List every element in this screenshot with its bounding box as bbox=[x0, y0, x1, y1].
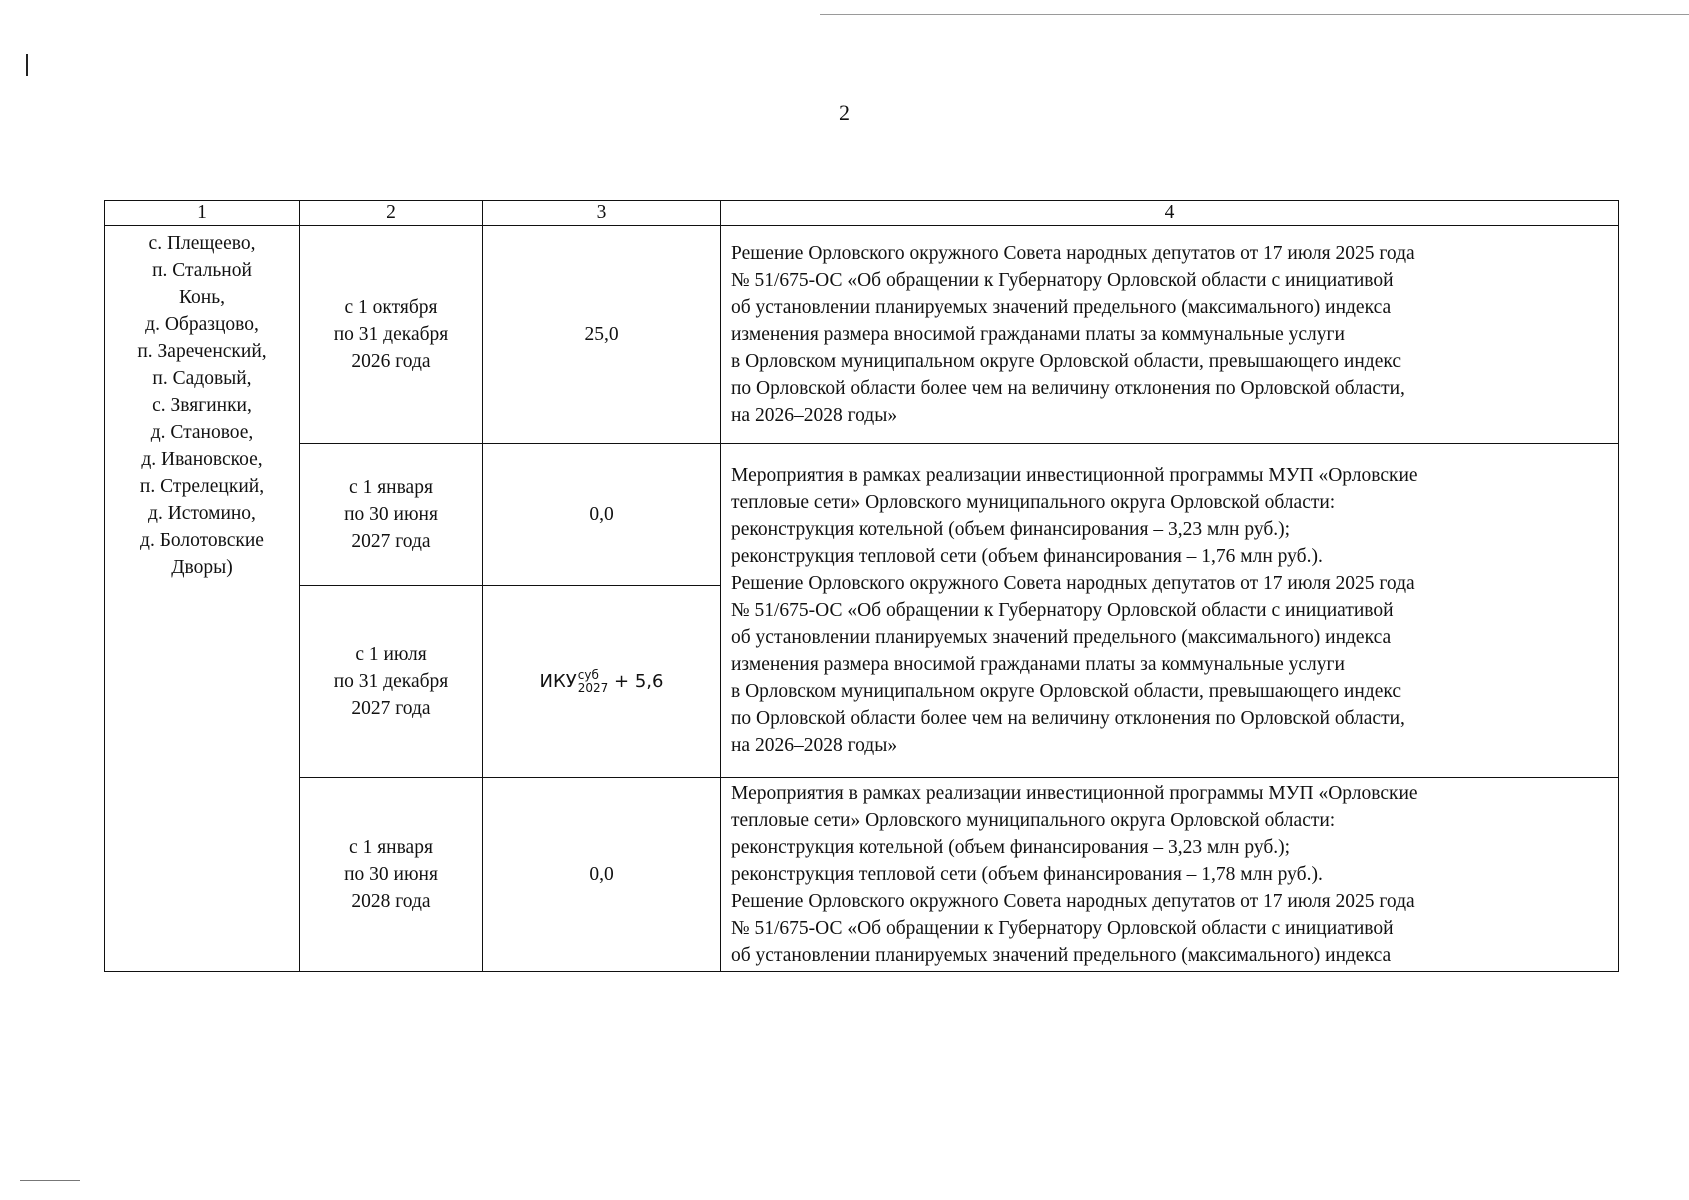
index-formula-cell bbox=[483, 586, 721, 778]
formula-base: ИКУ bbox=[539, 671, 577, 692]
formula-subscript: 2027 bbox=[577, 681, 609, 695]
period-line: с 1 июля bbox=[355, 644, 427, 665]
basis-line: на 2026–2028 годы» bbox=[731, 735, 898, 756]
basis-line: реконструкция тепловой сети (объем финансирования – 1,76 млн руб.). bbox=[731, 546, 1323, 567]
period-line: по 31 декабря bbox=[333, 671, 449, 692]
basis-line: изменения размера вносимой гражданами платы за коммунальные услуги bbox=[731, 654, 1345, 675]
table-row bbox=[105, 778, 1619, 972]
table-row bbox=[105, 226, 1619, 444]
basis-line: Мероприятия в рамках реализации инвестиционной программы МУП «Орловские bbox=[731, 465, 1418, 486]
settlement-line: д. Ивановское, bbox=[141, 449, 263, 470]
index-formula bbox=[539, 668, 664, 695]
column-header-2: 2 bbox=[300, 201, 483, 226]
basis-cell bbox=[721, 778, 1619, 972]
settlement-line: п. Садовый, bbox=[152, 368, 252, 389]
index-value-cell: 0,0 bbox=[483, 444, 721, 586]
basis-line: Решение Орловского окружного Совета народных депутатов от 17 июля 2025 года bbox=[731, 573, 1415, 594]
period-cell bbox=[300, 444, 483, 586]
settlement-line: с. Плещеево, bbox=[148, 233, 256, 254]
scan-margin-mark bbox=[26, 54, 28, 76]
basis-line: тепловые сети» Орловского муниципального округа Орловской области: bbox=[731, 810, 1336, 831]
period-line: 2027 года bbox=[351, 531, 431, 552]
table-header-row bbox=[105, 201, 1619, 226]
scan-bottom-edge bbox=[20, 1180, 80, 1181]
settlement-line: Конь, bbox=[179, 287, 225, 308]
index-value-cell: 25,0 bbox=[483, 226, 721, 444]
basis-line: реконструкция котельной (объем финансирования – 3,23 млн руб.); bbox=[731, 519, 1291, 540]
settlements-cell bbox=[105, 226, 300, 972]
settlement-line: д. Истомино, bbox=[148, 503, 256, 524]
period-line: 2027 года bbox=[351, 698, 431, 719]
period-line: 2026 года bbox=[351, 351, 431, 372]
period-cell bbox=[300, 778, 483, 972]
basis-line: об установлении планируемых значений предельного (максимального) индекса bbox=[731, 945, 1392, 966]
settlement-line: Дворы) bbox=[171, 557, 233, 578]
column-header-1: 1 bbox=[105, 201, 300, 226]
basis-line: Мероприятия в рамках реализации инвестиционной программы МУП «Орловские bbox=[731, 783, 1418, 804]
basis-cell bbox=[721, 444, 1619, 778]
basis-line: тепловые сети» Орловского муниципального округа Орловской области: bbox=[731, 492, 1336, 513]
period-cell bbox=[300, 226, 483, 444]
basis-line: изменения размера вносимой гражданами платы за коммунальные услуги bbox=[731, 324, 1345, 345]
formula-scripts bbox=[578, 669, 609, 695]
settlement-line: д. Становое, bbox=[150, 422, 254, 443]
formula-tail: + 5,6 bbox=[614, 671, 664, 692]
basis-line: № 51/675-ОС «Об обращении к Губернатору Орловской области с инициативой bbox=[731, 918, 1394, 939]
period-line: по 30 июня bbox=[344, 864, 438, 885]
tariff-schedule-table bbox=[104, 200, 1619, 972]
basis-line: № 51/675-ОС «Об обращении к Губернатору Орловской области с инициативой bbox=[731, 600, 1394, 621]
basis-line: в Орловском муниципальном округе Орловской области, превышающего индекс bbox=[731, 351, 1402, 372]
formula-superscript: суб bbox=[577, 668, 599, 682]
basis-line: реконструкция котельной (объем финансирования – 3,23 млн руб.); bbox=[731, 837, 1291, 858]
basis-line: Решение Орловского окружного Совета народных депутатов от 17 июля 2025 года bbox=[731, 891, 1415, 912]
scan-top-edge bbox=[820, 14, 1689, 15]
basis-line: в Орловском муниципальном округе Орловской области, превышающего индекс bbox=[731, 681, 1402, 702]
column-header-4: 4 bbox=[721, 201, 1619, 226]
settlement-line: д. Образцово, bbox=[145, 314, 259, 335]
settlement-line: п. Стрелецкий, bbox=[139, 476, 265, 497]
basis-line: по Орловской области более чем на величину отклонения по Орловской области, bbox=[731, 708, 1405, 729]
period-line: с 1 января bbox=[349, 837, 433, 858]
column-header-3: 3 bbox=[483, 201, 721, 226]
basis-line: на 2026–2028 годы» bbox=[731, 405, 898, 426]
period-line: с 1 октября bbox=[344, 297, 438, 318]
settlement-line: п. Стальной bbox=[152, 260, 252, 281]
period-line: 2028 года bbox=[351, 891, 431, 912]
basis-cell bbox=[721, 226, 1619, 444]
settlement-line: с. Звягинки, bbox=[152, 395, 252, 416]
table-row bbox=[105, 444, 1619, 586]
basis-line: № 51/675-ОС «Об обращении к Губернатору Орловской области с инициативой bbox=[731, 270, 1394, 291]
period-line: по 30 июня bbox=[344, 504, 438, 525]
settlement-line: д. Болотовские bbox=[140, 530, 264, 551]
period-line: по 31 декабря bbox=[333, 324, 449, 345]
index-value-cell: 0,0 bbox=[483, 778, 721, 972]
basis-line: реконструкция тепловой сети (объем финансирования – 1,78 млн руб.). bbox=[731, 864, 1323, 885]
basis-line: об установлении планируемых значений предельного (максимального) индекса bbox=[731, 627, 1392, 648]
period-cell bbox=[300, 586, 483, 778]
basis-line: по Орловской области более чем на величину отклонения по Орловской области, bbox=[731, 378, 1405, 399]
settlement-line: п. Зареченский, bbox=[137, 341, 267, 362]
basis-line: Решение Орловского окружного Совета народных депутатов от 17 июля 2025 года bbox=[731, 243, 1415, 264]
basis-line: об установлении планируемых значений предельного (максимального) индекса bbox=[731, 297, 1392, 318]
period-line: с 1 января bbox=[349, 477, 433, 498]
page-number: 2 bbox=[839, 100, 850, 125]
